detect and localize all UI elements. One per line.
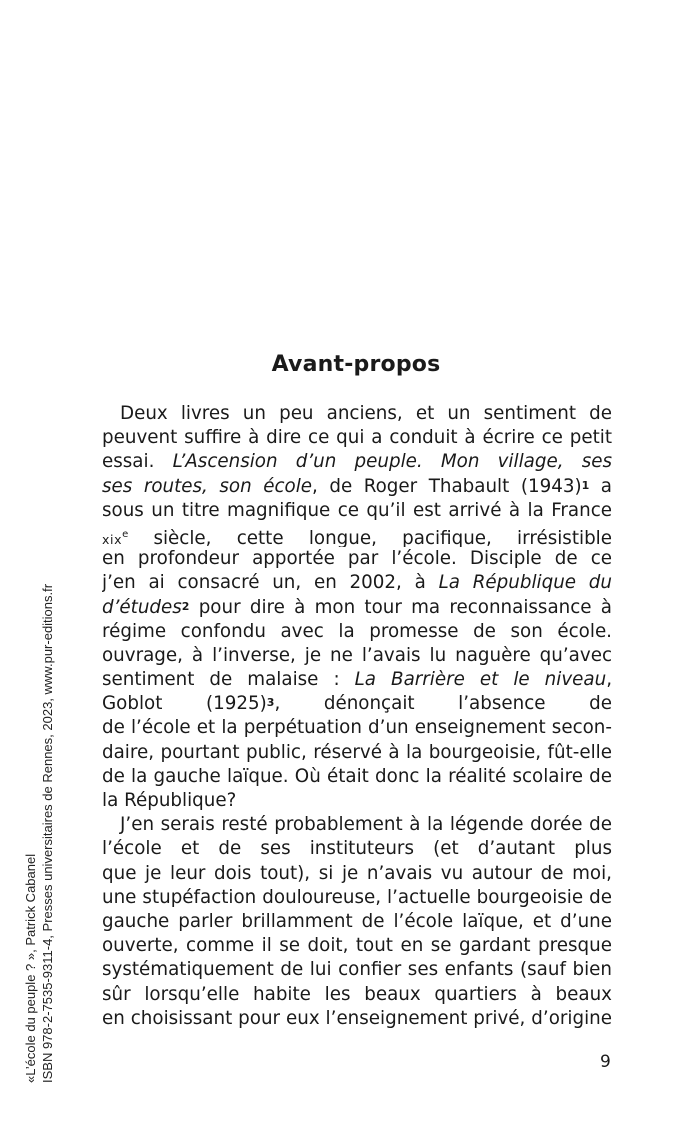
side-credit-line: «L’école du peuple ? », Patrick Cabanel	[23, 853, 38, 1083]
text-line: Deux livres un peu anciens, et un sentiment de	[120, 403, 612, 424]
text-run: ,	[606, 669, 612, 691]
text-line: daire, pourtant public, réservé à la bourgeoisie, fût-elle	[102, 741, 612, 763]
century-numeral: xix	[102, 532, 123, 548]
text-run: essai.	[102, 451, 173, 473]
side-credit	[22, 183, 56, 1083]
text-run: pour dire à mon tour ma reconnaissance à	[198, 596, 612, 618]
text-line: en choisissant pour eux l’enseignement privé, d’origine	[102, 1007, 612, 1029]
book-title: d’études	[102, 596, 182, 618]
book-title: La République du	[438, 572, 612, 594]
text-line: J’en serais resté probablement à la légende dorée de	[120, 814, 612, 836]
text-line: une stupéfaction douloureuse, l’actuelle bourgeoisie de	[102, 886, 612, 908]
text-run: , dénonçait l’absence de	[274, 693, 612, 715]
book-title: La Barrière et le niveau	[354, 669, 607, 691]
text-run: sentiment de malaise :	[102, 669, 355, 691]
text-line: gauche parler brillamment de l’école laïque, et d’une	[102, 910, 612, 932]
text-line	[102, 475, 612, 499]
text-run: , de Roger Thabault (1943)	[312, 475, 582, 497]
page-title: Avant-propos	[271, 352, 441, 377]
page-number: 9	[600, 1052, 611, 1072]
book-title: L’Ascension d’un peuple. Mon village, ses	[172, 451, 612, 473]
footnote-marker: 1	[581, 478, 590, 492]
text-line: ouverte, comme il se doit, tout en se gardant presque	[102, 935, 612, 957]
text-line: systématiquement de lui confier ses enfants (sauf bien	[102, 959, 612, 981]
footnote-marker: 2	[181, 599, 190, 613]
book-title: ses routes, son école	[102, 475, 313, 497]
text-line	[102, 692, 612, 716]
text-line: de la gauche laïque. Où était donc la réalité scolaire de	[102, 765, 612, 787]
text-line: la République?	[102, 790, 237, 811]
text-line	[102, 668, 612, 692]
text-run: j’en ai consacré un, en 2002, à	[102, 572, 439, 594]
body-text	[102, 402, 612, 1031]
text-line: sous un titre magnifique ce qu’il est arrivé à la France	[102, 499, 612, 521]
text-line: régime confondu avec la promesse de son école.	[102, 620, 612, 642]
text-run: Goblot (1925)	[102, 693, 267, 715]
text-line: en profondeur apportée par l’école. Disciple de ce	[102, 548, 612, 570]
ordinal-suffix: e	[122, 528, 129, 540]
text-line: l’école et de ses instituteurs (et d’autant plus	[102, 838, 612, 860]
text-run: siècle, cette longue, pacifique, irrésistible	[153, 528, 612, 548]
text-line: peuvent suffire à dire ce qui a conduit à écrire ce petit	[102, 427, 612, 449]
text-run: a	[600, 475, 612, 497]
text-line	[102, 596, 612, 620]
text-line	[102, 571, 612, 595]
footnote-marker: 3	[266, 696, 275, 710]
text-line: ouvrage, à l’inverse, je ne l’avais lu naguère qu’avec	[102, 644, 612, 666]
side-credit-line: ISBN 978-2-7535-9311-4, Presses universitaires de Rennes, 2023, www.pur-editions.fr	[40, 583, 55, 1083]
text-line: sûr lorsqu’elle habite les beaux quartiers à beaux	[102, 983, 612, 1005]
text-line	[102, 450, 612, 474]
text-line: de l’école et la perpétuation d’un enseignement secon-	[102, 717, 612, 739]
text-line: que je leur dois tout), si je n’avais vu autour de moi,	[102, 862, 612, 884]
text-line	[102, 523, 612, 547]
